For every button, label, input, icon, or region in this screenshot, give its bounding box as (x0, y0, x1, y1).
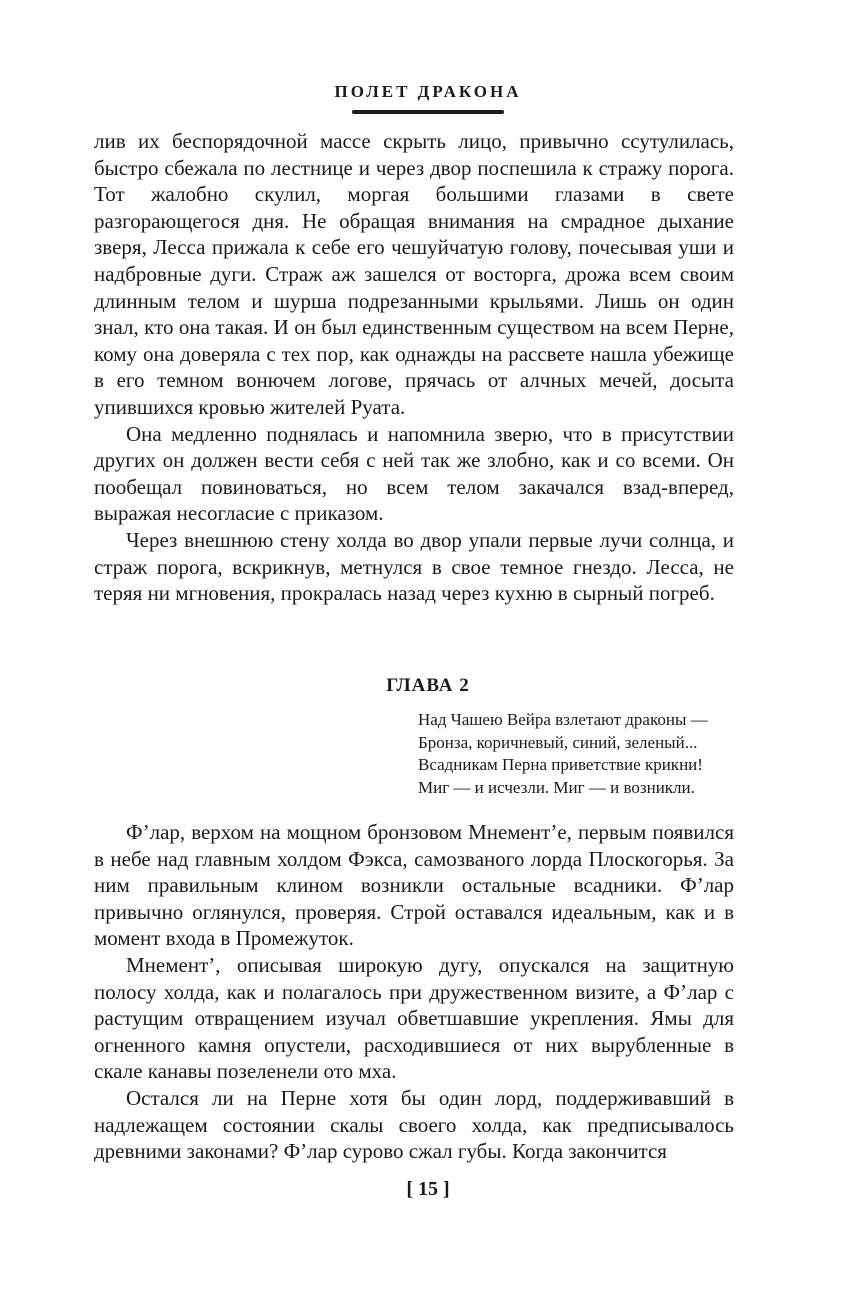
epigraph-line: Всадникам Перна приветствие крикни! (418, 755, 703, 774)
paragraph: Остался ли на Перне хотя бы один лорд, поддерживавший в надлежащем состоянии скалы своего холда, как предписывалось древними законами? Ф’лар сурово сжал губы. Когда закончится (94, 1085, 734, 1164)
running-head: ПОЛЕТ ДРАКОНА (334, 82, 522, 101)
paragraph: лив их беспорядочной массе скрыть лицо, привычно ссутулилась, быстро сбежала по лестнице и через двор поспешила к стражу порога. Тот жалобно скулил, моргая большими глазами в свете разгорающегося дня. Не обращая внимания на смрадное дыхание зверя, Лесса прижала к себе его чешуйчатую голову, почесывая уши и надбровные дуги. Страж аж зашелся от восторга, дрожа всем своим длинным телом и шурша подрезанными крыльями. Лишь он один знал, кто она такая. И он был единственным существом на всем Перне, кому она доверяла с тех пор, как однажды на рассвете нашла убежище в его темном вонючем логове, прячась от алчных мечей, досыта упившихся кровью жителей Руата. (94, 129, 734, 419)
epigraph-line: Над Чашею Вейра взлетают драконы — (418, 710, 708, 729)
paragraph: Через внешнюю стену холда во двор упали первые лучи солнца, и страж порога, вскрикнув, метнулся в свое темное гнездо. Лесса, не теряя ни мгновения, прокралась назад через кухню в сырный погреб. (94, 527, 734, 606)
epigraph-line: Миг — и исчезли. Миг — и возникли. (418, 777, 695, 797)
paragraph: Мнемент’, описывая широкую дугу, опускался на защитную полосу холда, как и полагалось при дружественном визите, а Ф’лар с растущим отвращением изучал обветшавшие укрепления. Ямы для огненного камня опустели, расходившиеся от них вырубленные в скале канавы позеленели ото мха. (94, 952, 734, 1084)
running-head-rule (352, 110, 504, 114)
page-number: [ 15 ] (406, 1178, 450, 1200)
chapter-title: ГЛАВА 2 (386, 675, 470, 696)
epigraph (418, 709, 748, 799)
epigraph-line: Бронза, коричневый, синий, зеленый... (418, 732, 698, 752)
body-text-top (94, 128, 734, 607)
paragraph: Ф’лар, верхом на мощном бронзовом Мнемент’е, первым появился в небе над главным холдом Фэкса, самозваного лорда Плоскогорья. За ним правильным клином возникли остальные всадники. Ф’лар привычно оглянулся, проверяя. Строй оставался идеальным, как и в момент входа в Промежуток. (94, 820, 734, 951)
body-text-bottom (94, 819, 734, 1165)
paragraph: Она медленно поднялась и напомнила зверю, что в присутствии других он должен вести себя с ней так же злобно, как и со всеми. Он пообещал повиноваться, но всем телом закачался взад-вперед, выражая несогласие с приказом. (94, 421, 734, 526)
